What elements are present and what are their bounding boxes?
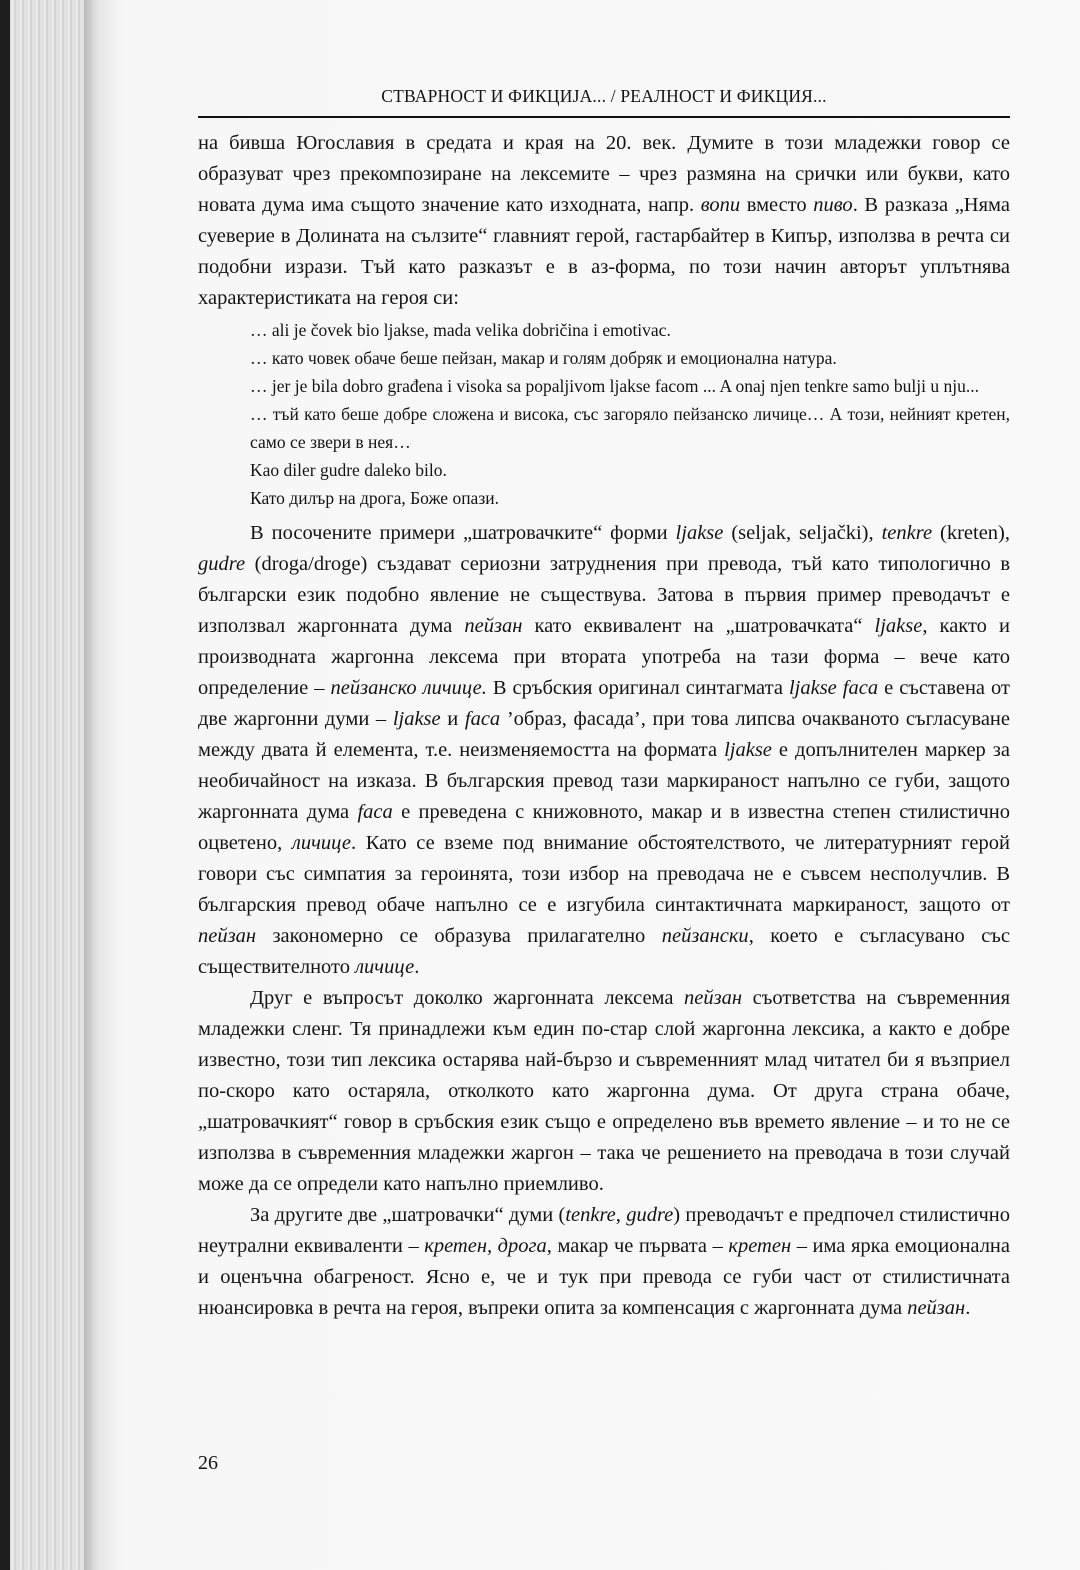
- paragraph-1: на бивша Югославия в средата и края на 20. век. Думите в този младежки говор се образуват чрез прекомпозиране на лексемите – чрез размяна на срички или букви, като новата дума има същото значение като изходната, напр. вопи вместо пиво. В разказа „Няма суеверие в Долината на сълзите“ главният герой, гастарбайтер в Кипър, използва в речта си подобни изрази. Тъй като разказът е в аз-форма, по този начин авторът уплътнява характеристиката на героя си:: [198, 132, 1010, 309]
- body-text: [198, 128, 1010, 1324]
- quote-line: … ali je čovek bio ljakse, mada velika dobričina i emotivac.: [250, 320, 671, 340]
- paragraph-4: За другите две „шатровачки“ думи (tenkre, gudre) преводачът е предпочел стилистично неутрални еквиваленти – кретен, дрога, макар че първата – кретен – има ярка емоционална и оценъчна обагреност. Ясно е, че и тук при превода се губи част от стилистичната нюансировка в речта на героя, въпреки опита за компенсация с жаргонната дума пейзан.: [198, 1204, 1010, 1319]
- paragraph-2: В посочените примери „шатровачките“ форми ljakse (seljak, seljački), tenkre (kreten), gudre (droga/droge) създават сериозни затруднения при превода, тъй като типологично в български език подобно явление не съществува. Затова в първия пример преводачът е използвал жаргонната дума пейзан като еквивалент на „шатровачката“ ljakse, както и производната жаргонна лексема при втората употреба на тази форма – вече като определение – пейзанско личице. В сръбския оригинал синтагмата ljakse faca е съставена от две жаргонни думи – ljakse и faca ’образ, фасада’, при това липсва очакваното съгласуване между двата й елемента, т.е. неизменяемостта на формата ljakse е допълнителен маркер за необичайност на изказа. В българския превод тази маркираност напълно се губи, защото жаргонната дума faca е преведена с книжовното, макар и в известна степен стилистично оцветено, личице. Като се вземе под внимание обстоятелството, че литературният герой говори със симпатия за героинята, този избор на преводача не е съвсем несполучлив. В българския превод обаче напълно се е изгубила синтактичната маркираност, защото от пейзан закономерно се образува прилагателно пейзански, което е съгласувано със съществителното личице.: [198, 522, 1010, 978]
- book-page: [84, 0, 1080, 1570]
- running-header: СТВАРНОСТ И ФИКЦИЈА... / РЕАЛНОСТ И ФИКЦИЯ...: [381, 86, 827, 106]
- quote-line: … jer je bila dobro građena i visoka sa popaljivom ljakse facom ... A onaj njen tenkre samo bulji u nju...: [250, 376, 980, 396]
- quoted-examples: [250, 316, 1010, 512]
- page-number: 26: [198, 1452, 218, 1474]
- quote-line: Като дилър на дрога, Боже опази.: [250, 488, 499, 508]
- quote-line: Kao diler gudre daleko bilo.: [250, 460, 447, 480]
- quote-line: … като човек обаче беше пейзан, макар и голям добряк и емоционална натура.: [250, 348, 837, 368]
- header-rule: [198, 116, 1010, 118]
- quote-line: … тъй като беше добре сложена и висока, със загоряло пейзанско личице… А този, нейният кретен, само се звери в нея…: [250, 404, 1010, 452]
- paragraph-3: Друг е въпросът доколко жаргонната лексема пейзан съответства на съвременния младежки сленг. Тя принадлежи към един по-стар слой жаргонна лексика, а както е добре известно, този тип лексика остарява най-бързо и съвременният млад читател би я възприел по-скоро като остаряла, отколкото като жаргонна дума. От друга страна обаче, „шатровачкият“ говор в сръбския език също е определено във времето явление – и то не се използва в съвременния младежки жаргон – така че решението на преводача в този случай може да се определи като напълно приемливо.: [198, 987, 1011, 1195]
